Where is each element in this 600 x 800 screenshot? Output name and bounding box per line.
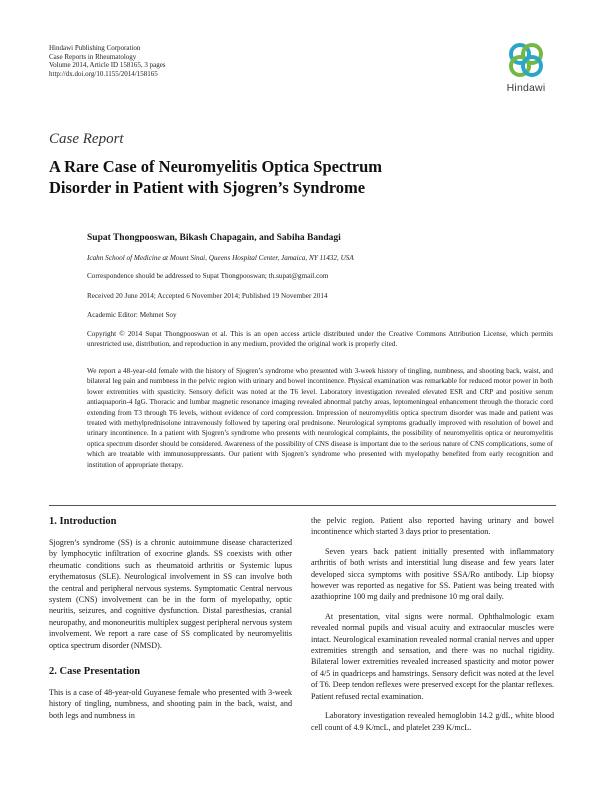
introduction-paragraph: Sjogren’s syndrome (SS) is a chronic autoimmune disease characterized by lymphocytic infiltration of exocrine glands. SS coexists with other rheumatic conditions such as rheumatoid arthritis or Systemic lupus erythematosus (SLE). Neurological involvement in SS can involve both the central and peripheral nervous systems. Symptomatic Central nervous system (CNS) involvement can be in the form of myelopathy, optic neuritis, seizures, and cognitive dysfunction. Distal paresthesias, cranial neuropathy, and mononeuritis multiplex suggest peripheral nervous system involvement. We report a rare case of SS complicated by neuromyelitis optica spectrum disorder (NMSD). xyxy=(49,538,292,650)
copyright-notice: Copyright © 2014 Supat Thongpooswan et al. This is an open access article distributed under the Creative Commons Attribution License, which permits unrestricted use, distribution, and reproduction in any medium, provided the original work is properly cited. xyxy=(87,330,553,348)
case-presentation-heading: 2. Case Presentation xyxy=(49,666,141,678)
abstract: We report a 48-year-old female with the history of Sjogren’s syndrome who presented with 3-week history of tingling, numbness, and shooting back, waist, and bilateral leg pain and numbness in the pelvic region with urinary and bowel incontinence. Physical examination was remarkable for reduced motor power in both lower extremities with spasticity. Sensory deficit was noted at the T6 level. Laboratory investigation revealed elevated ESR and CRP and positive serum antiaquaporin-4 IgG. Thoracic and lumbar magnetic resonance imaging revealed abnormal patchy areas, leptomeningeal enhancement through the thoracic cord extending from T3 through T6 levels, without evidence of cord compression. Impression of neuromyelitis optica spectrum disorder was made and patient was treated with methylprednisolone intravenously followed by tapering oral prednisone. Neurological symptoms gradually improved with resolution of bowel and urinary incontinence. In a patient with Sjogren’s syndrome who presents with neurological complaints, the possibility of neuromyelitis optica or neuromyelitis optica spectrum disorder should be considered. Awareness of the possibility of CNS disease is important due to the serious nature of CNS complications, some of which are treatable with immunosuppressants. Our patient with Sjogren’s syndrome who presented with myelopathy benefited from early recognition and institution of appropriate therapy. xyxy=(87,367,553,469)
hindawi-rings-icon xyxy=(504,40,548,80)
title-line-2: Disorder in Patient with Sjogren’s Syndrome xyxy=(49,178,366,197)
hindawi-wordmark: Hindawi xyxy=(506,82,546,94)
right-column xyxy=(311,515,554,741)
article-title xyxy=(49,156,469,198)
volume-info: Volume 2014, Article ID 158165, 3 pages xyxy=(49,61,166,70)
publisher-name: Hindawi Publishing Corporation xyxy=(49,44,141,52)
case-paragraph-exam: At presentation, vital signs were normal. Ophthalmologic exam revealed normal pupils and visual acuity and extraocular muscles were intact. Neurological examination revealed normal cranial nerves and upper extremities strength and sensation, and there was no nuchal rigidity. Bilateral lower extremities revealed increased spasticity and motor power of 4/5 in quadriceps and hamstrings. Sensory deficit was noted at the level of T6. Deep tendon reflexes were preserved except for the plantar reflexes. Patient refused rectal examination. xyxy=(311,611,554,701)
case-paragraph-history: Seven years back patient initially presented with inflammatory arthritis of both wrists and interstitial lung disease and few years later developed sicca symptoms with positive SSA/Ro antibody. Lip biopsy however was reported as negative for SS. Patient was being treated with azathioprine 100 mg daily and prednisone 10 mg oral daily. xyxy=(311,546,554,602)
left-column xyxy=(49,515,292,729)
title-line-1: A Rare Case of Neuromyelitis Optica Spectrum xyxy=(49,157,383,176)
affiliation: Icahn School of Medicine at Mount Sinai, Queens Hospital Center, Jamaica, NY 11432, USA xyxy=(87,254,354,262)
case-paragraph-continued: the pelvic region. Patient also reported having urinary and bowel incontinence which started 3 days prior to presentation. xyxy=(311,516,554,537)
article-type: Case Report xyxy=(49,131,124,147)
hindawi-logo xyxy=(496,40,556,102)
academic-editor: Academic Editor: Mehmet Soy xyxy=(87,311,177,319)
article-dates: Received 20 June 2014; Accepted 6 November 2014; Published 19 November 2014 xyxy=(87,292,328,300)
introduction-heading: 1. Introduction xyxy=(49,516,117,527)
correspondence: Correspondence should be addressed to Supat Thongpooswan; th.supat@gmail.com xyxy=(87,272,329,280)
doi-link[interactable]: http://dx.doi.org/10.1155/2014/158165 xyxy=(49,69,158,78)
case-paragraph-labs: Laboratory investigation revealed hemoglobin 14.2 g/dL, white blood cell count of 4.9 K/mcL, and platelet 239 K/mcL. xyxy=(311,711,554,732)
author-list: Supat Thongpooswan, Bikash Chapagain, and Sabiha Bandagi xyxy=(87,233,341,243)
section-divider xyxy=(49,505,556,506)
journal-header xyxy=(49,44,166,78)
journal-name: Case Reports in Rheumatology xyxy=(49,52,137,61)
case-paragraph-1: This is a case of 48-year-old Guyanese female who presented with 3-week history of tingling, numbness, and shooting pain in the back, waist, and both legs and numbness in xyxy=(49,688,292,720)
